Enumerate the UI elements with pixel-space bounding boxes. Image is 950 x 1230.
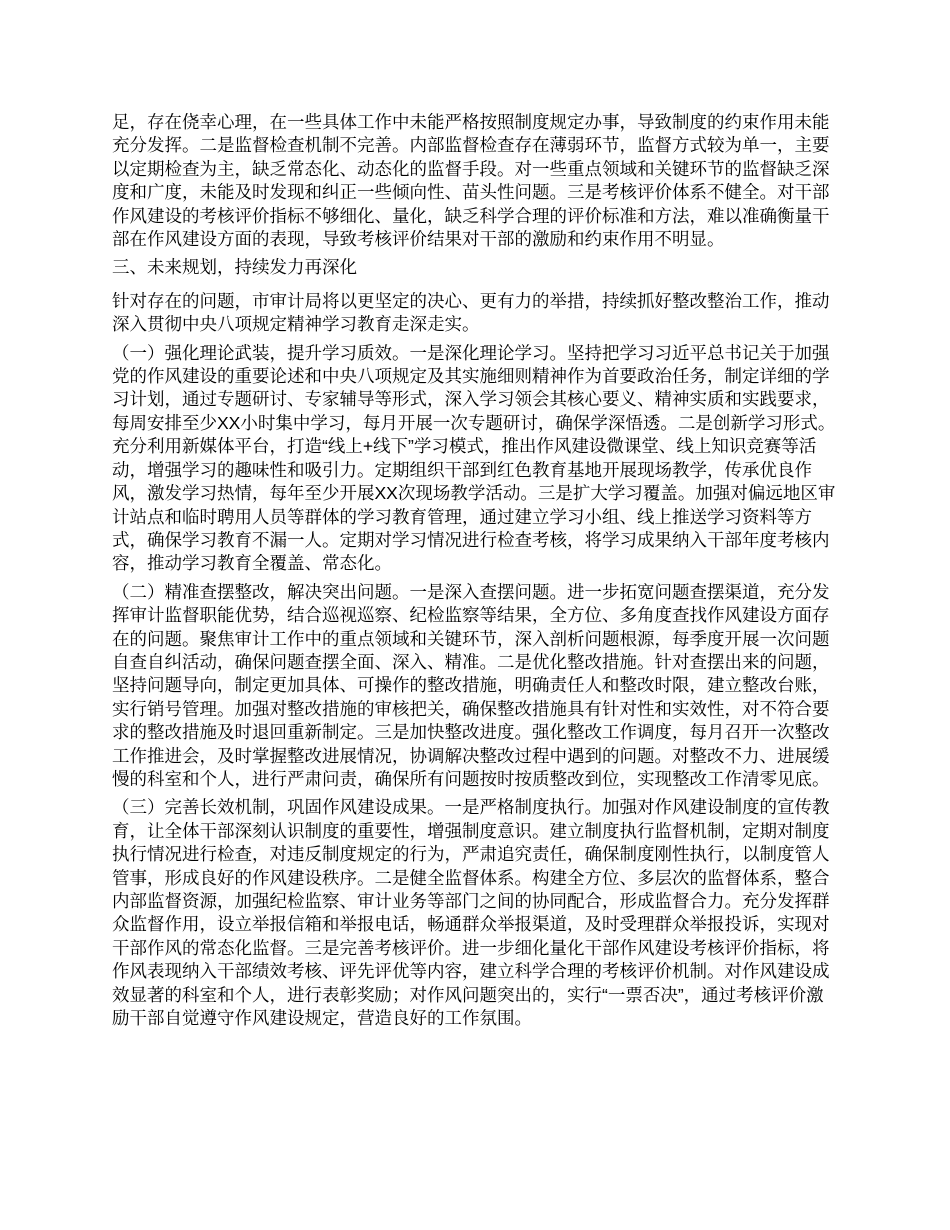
body-paragraph: （一）强化理论武装，提升学习质效。一是深化理论学习。坚持把学习习近平总书记关于加强党的作风建设的重要论述和中央八项规定及其实施细则精神作为首要政治任务，制定详细的学习计划，通过专题研讨、专家辅导等形式，深入学习领会其核心要义、精神实质和实践要求，每周安排至少XX小时集中学习，每月开展一次专题研讨，确保学深悟透。二是创新学习形式。充分利用新媒体平台，打造“线上+线下”学习模式，推出作风建设微课堂、线上知识竞赛等活动，增强学习的趣味性和吸引力。定期组织干部到红色教育基地开展现场教学，传承优良作风，激发学习热情，每年至少开展XX次现场教学活动。三是扩大学习覆盖。加强对偏远地区审计站点和临时聘用人员等群体的学习教育管理，通过建立学习小组、线上推送学习资料等方式，确保学习教育不漏一人。定期对学习情况进行检查考核，将学习成果纳入干部年度考核内容，推动学习教育全覆盖、常态化。 — [112, 342, 836, 574]
body-paragraph: 足，存在侥幸心理，在一些具体工作中未能严格按照制度规定办事，导致制度的约束作用未能充分发挥。二是监督检查机制不完善。内部监督检查存在薄弱环节，监督方式较为单一，主要以定期检查为主，缺乏常态化、动态化的监督手段。对一些重点领域和关键环节的监督缺乏深度和广度，未能及时发现和纠正一些倾向性、苗头性问题。三是考核评价体系不健全。对干部作风建设的考核评价指标不够细化、量化，缺乏科学合理的评价标准和方法，难以准确衡量干部在作风建设方面的表现，导致考核评价结果对干部的激励和约束作用不明显。 — [112, 112, 830, 250]
body-paragraph: （二）精准查摆整改，解决突出问题。一是深入查摆问题。进一步拓宽问题查摆渠道，充分发挥审计监督职能优势，结合巡视巡察、纪检监察等结果，全方位、多角度查找作风建设方面存在的问题。聚焦审计工作中的重点领域和关键环节，深入剖析问题根源，每季度开展一次问题自查自纠活动，确保问题查摆全面、深入、精准。二是优化整改措施。针对查摆出来的问题，坚持问题导向，制定更加具体、可操作的整改措施，明确责任人和整改时限，建立整改台账，实行销号管理。加强对整改措施的审核把关，确保整改措施具有针对性和实效性，对不符合要求的整改措施及时退回重新制定。三是加快整改进度。强化整改工作调度，每月召开一次整改工作推进会，及时掌握整改进展情况，协调解决整改过程中遇到的问题。对整改不力、进展缓慢的科室和个人，进行严肃问责，确保所有问题按时按质整改到位，实现整改工作清零见底。 — [112, 581, 830, 789]
section-heading: 三、未来规划，持续发力再深化 — [112, 257, 357, 278]
body-paragraph: 针对存在的问题，市审计局将以更坚定的决心、更有力的举措，持续抓好整改整治工作，推动深入贯彻中央八项规定精神学习教育走深走实。 — [112, 290, 830, 335]
body-paragraph: （三）完善长效机制，巩固作风建设成果。一是严格制度执行。加强对作风建设制度的宣传教育，让全体干部深刻认识制度的重要性，增强制度意识。建立制度执行监督机制，定期对制度执行情况进行检查，对违反制度规定的行为，严肃追究责任，确保制度刚性执行，以制度管人管事，形成良好的作风建设秩序。二是健全监督体系。构建全方位、多层次的监督体系，整合内部监督资源，加强纪检监察、审计业务等部门之间的协同配合，形成监督合力。充分发挥群众监督作用，设立举报信箱和举报电话，畅通群众举报渠道，及时受理群众举报投诉，实现对干部作风的常态化监督。三是完善考核评价。进一步细化量化干部作风建设考核评价指标，将作风表现纳入干部绩效考核、评先评优等内容，建立科学合理的考核评价机制。对作风建设成效显著的科室和个人，进行表彰奖励；对作风问题突出的，实行“一票否决”，通过考核评价激励干部自觉遵守作风建设规定，营造良好的工作氛围。 — [112, 797, 830, 1029]
